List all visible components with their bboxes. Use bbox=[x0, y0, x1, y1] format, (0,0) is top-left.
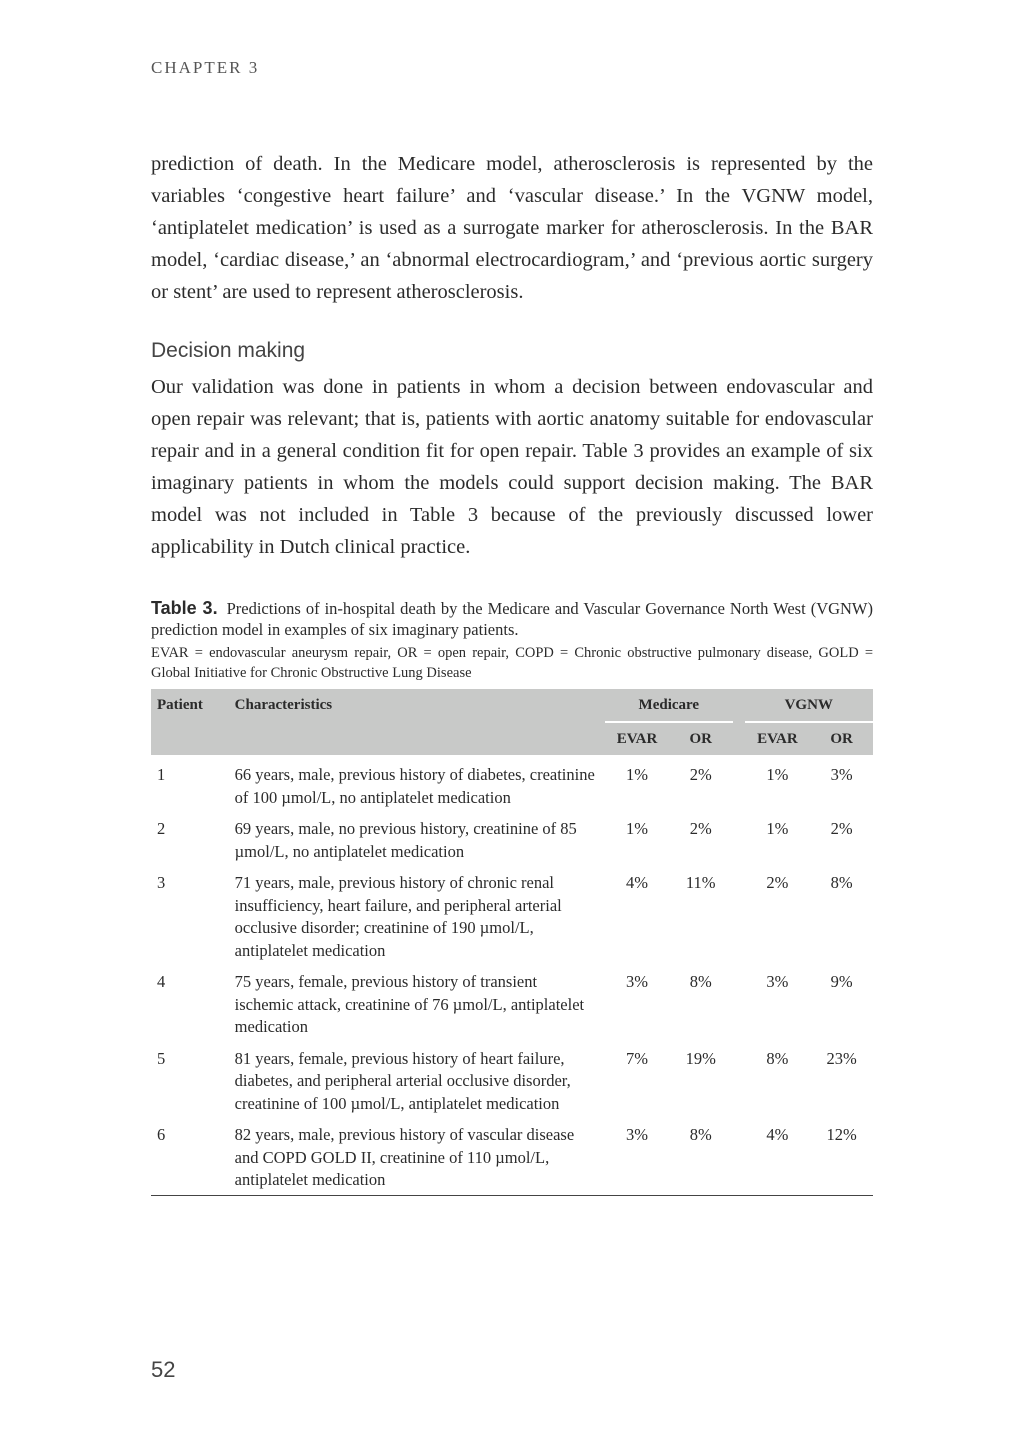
cell-vgnw-or: 8% bbox=[830, 873, 853, 892]
header-medicare: Medicare bbox=[605, 689, 732, 722]
table-row bbox=[151, 962, 873, 1039]
page-number: 52 bbox=[151, 1357, 176, 1382]
cell-medicare-or: 8% bbox=[689, 972, 712, 991]
cell-medicare-evar: 7% bbox=[626, 1048, 648, 1068]
table-label: Table 3. bbox=[151, 598, 218, 618]
cell-patient: 6 bbox=[157, 1125, 166, 1144]
subheader-medicare-or: OR bbox=[669, 722, 733, 755]
table-row bbox=[151, 809, 873, 863]
subheader-vgnw-evar: EVAR bbox=[745, 722, 811, 755]
cell-medicare-evar: 1% bbox=[626, 765, 648, 784]
cell-patient: 4 bbox=[157, 972, 166, 991]
cell-characteristics: 69 years, male, no previous history, creatinine of 85 µmol/L, no antiplatelet medication bbox=[234, 819, 577, 861]
subheader-blank-1 bbox=[151, 722, 229, 755]
cell-medicare-evar: 4% bbox=[626, 873, 648, 892]
cell-characteristics: 82 years, male, previous history of vascular disease and COPD GOLD II, creatinine of 110 µmol/L, antiplatelet medication bbox=[234, 1125, 575, 1189]
cell-vgnw-evar: 1% bbox=[766, 765, 789, 784]
table-abbreviations: EVAR = endovascular aneurysm repair, OR = open repair, COPD = Chronic obstructive pulmonary disease, GOLD = Global Initiative for Chronic Obstructive Lung Disease bbox=[151, 645, 873, 681]
cell-gap bbox=[733, 1039, 745, 1116]
cell-vgnw-evar: 1% bbox=[766, 819, 789, 838]
cell-characteristics: 75 years, female, previous history of transient ischemic attack, creatinine of 76 µmol/L, antiplatelet medication bbox=[234, 972, 585, 1036]
results-table bbox=[151, 689, 873, 1196]
table-subheader-row bbox=[151, 722, 873, 755]
cell-gap bbox=[733, 962, 745, 1039]
cell-vgnw-evar: 8% bbox=[766, 1048, 789, 1068]
cell-vgnw-or: 9% bbox=[830, 972, 853, 991]
body-paragraph-1: prediction of death. In the Medicare model, atherosclerosis is represented by the variables ‘congestive heart failure’ and ‘vascular disease.’ In the VGNW model, ‘antiplatelet medication’ is used as a surrogate marker for atherosclerosis. In the BAR model, ‘cardiac disease,’ an ‘abnormal electrocardiogram,’ and ‘previous aortic surgery or stent’ are used to represent atherosclerosis. bbox=[151, 153, 873, 303]
section-heading: Decision making bbox=[151, 339, 306, 362]
cell-medicare-or: 8% bbox=[689, 1125, 712, 1144]
cell-medicare-evar: 3% bbox=[626, 1125, 648, 1144]
cell-medicare-or: 11% bbox=[685, 873, 716, 892]
subheader-vgnw-or: OR bbox=[810, 722, 873, 755]
cell-gap bbox=[733, 809, 745, 863]
table-row bbox=[151, 1039, 873, 1116]
cell-vgnw-evar: 4% bbox=[766, 1125, 789, 1144]
subheader-medicare-evar: EVAR bbox=[605, 722, 669, 755]
cell-medicare-evar: 3% bbox=[626, 972, 648, 991]
cell-vgnw-or: 12% bbox=[826, 1125, 857, 1144]
cell-vgnw-evar: 2% bbox=[766, 873, 789, 892]
header-patient: Patient bbox=[151, 689, 229, 722]
cell-patient: 1 bbox=[157, 765, 166, 784]
cell-characteristics: 66 years, male, previous history of diabetes, creatinine of 100 µmol/L, no antiplatelet medication bbox=[234, 765, 595, 807]
table-row bbox=[151, 863, 873, 962]
cell-vgnw-or: 23% bbox=[826, 1048, 857, 1068]
cell-characteristics: 71 years, male, previous history of chronic renal insufficiency, heart failure, and peripheral arterial occlusive disorder; creatinine of 190 µmol/L, antiplatelet medication bbox=[234, 873, 562, 960]
cell-characteristics: 81 years, female, previous history of heart failure, diabetes, and peripheral arterial occlusive disorder, creatinine of 100 µmol/L, antiplatelet medication bbox=[234, 1048, 571, 1113]
header-vgnw: VGNW bbox=[745, 689, 873, 722]
cell-medicare-or: 2% bbox=[689, 819, 712, 838]
cell-gap bbox=[733, 863, 745, 962]
table-caption bbox=[151, 598, 873, 640]
cell-patient: 3 bbox=[157, 873, 166, 892]
subheader-gap bbox=[733, 722, 745, 755]
cell-medicare-or: 19% bbox=[685, 1048, 716, 1068]
table-row bbox=[151, 755, 873, 809]
cell-vgnw-or: 2% bbox=[830, 819, 853, 838]
body-paragraph-2: Our validation was done in patients in whom a decision between endovascular and open repair was relevant; that is, patients with aortic anatomy suitable for endovascular repair and in a general condition fit for open repair. Table 3 provides an example of six imaginary patients in whom the models could support decision making. The BAR model was not included in Table 3 because of the previously discussed lower applicability in Dutch clinical practice. bbox=[151, 376, 873, 558]
cell-vgnw-evar: 3% bbox=[766, 972, 789, 991]
header-characteristics: Characteristics bbox=[229, 689, 605, 722]
cell-vgnw-or: 3% bbox=[830, 765, 853, 784]
cell-medicare-or: 2% bbox=[689, 765, 712, 784]
cell-gap bbox=[733, 755, 745, 809]
cell-gap bbox=[733, 1115, 745, 1195]
header-gap bbox=[733, 689, 745, 722]
cell-medicare-evar: 1% bbox=[626, 819, 648, 838]
cell-patient: 2 bbox=[157, 819, 166, 838]
table-row bbox=[151, 1115, 873, 1195]
table-header-row bbox=[151, 689, 873, 722]
running-head: CHAPTER 3 bbox=[151, 58, 260, 77]
subheader-blank-2 bbox=[229, 722, 605, 755]
cell-patient: 5 bbox=[157, 1048, 166, 1068]
table-caption-text: Predictions of in-hospital death by the Medicare and Vascular Governance North West (VGNW) prediction model in examples of six imaginary patients. bbox=[151, 599, 874, 639]
